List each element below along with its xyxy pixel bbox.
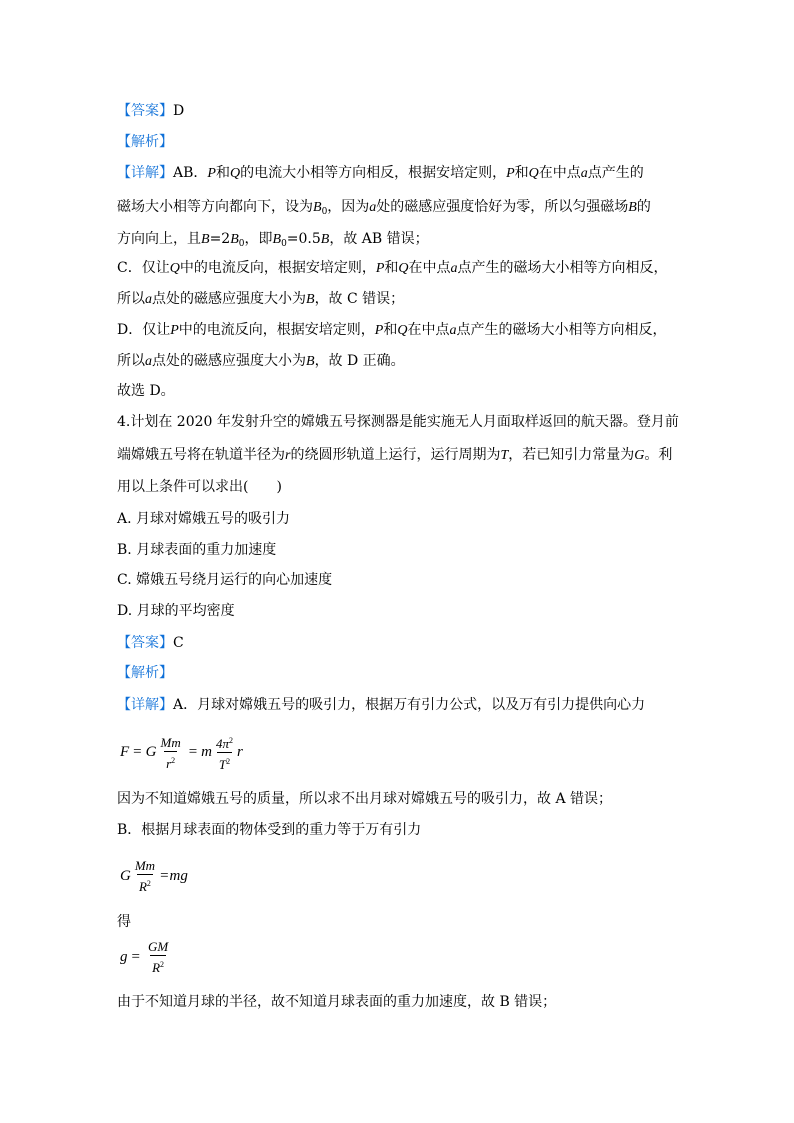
text: 的电流大小相等方向相反，根据安培定则， — [240, 165, 507, 181]
text: 在中点 — [538, 165, 581, 181]
exponent: 2 — [160, 960, 165, 969]
formula-symbol: 4π — [216, 736, 230, 751]
text: C．仅让 — [117, 260, 170, 276]
text: 在中点 — [407, 322, 450, 338]
q4-detail-a — [117, 695, 645, 715]
detail-line-3 — [117, 229, 429, 254]
text: 所以 — [117, 291, 145, 307]
text: ，若已知引力常量为 — [508, 447, 635, 463]
formula-symbol: F — [120, 744, 130, 760]
q4-stem-line-3 — [117, 477, 282, 497]
formula-symbol: mg — [169, 867, 188, 884]
fraction — [214, 733, 235, 772]
numerator: Mm — [160, 734, 181, 750]
text: ，故 C 错误； — [314, 291, 405, 307]
formula-surface-gravity — [120, 858, 188, 894]
q4-stem-line-2 — [117, 445, 672, 466]
analysis-tag: 【解析】 — [117, 665, 173, 681]
text: 和 — [383, 322, 398, 338]
exponent: 2 — [171, 755, 176, 765]
text: A. 月球对嫦娥五号的吸引力 — [117, 511, 291, 527]
text: 处的磁感应强度恰好为零，所以匀强磁场 — [376, 199, 629, 215]
numerator: Mm — [134, 858, 156, 873]
equals-sign: = — [133, 744, 142, 760]
var-t: T — [500, 448, 509, 463]
text: B. 月球表面的重力加速度 — [117, 542, 277, 558]
analysis-tag: 【解析】 — [117, 134, 173, 150]
var-p: P — [207, 166, 216, 181]
q4-detail-b — [117, 820, 421, 840]
var-a: a — [450, 261, 458, 276]
text: 点处的磁感应强度大小为 — [152, 291, 306, 307]
equals-sign: = — [131, 948, 140, 965]
text: 中的电流反向，根据安培定则， — [179, 260, 376, 276]
var-b: B — [201, 232, 210, 247]
formula-symbol: G — [145, 744, 157, 760]
text: 由于不知道月球的半径，故不知道月球表面的重力加速度，故 B 错误； — [117, 994, 557, 1010]
text: A．月球对嫦娥五号的吸引力，根据万有引力公式，以及万有引力提供向心力 — [173, 697, 646, 713]
var-a: a — [369, 200, 377, 215]
de-line — [117, 912, 131, 932]
var-q: Q — [528, 166, 539, 181]
subscript: 0 — [281, 239, 287, 249]
fraction — [158, 735, 182, 771]
formula-symbol: T — [218, 757, 227, 772]
text: 端嫦娥五号将在轨道半径为 — [117, 447, 285, 463]
formula-symbol: G — [120, 867, 131, 884]
var-q: Q — [398, 261, 409, 276]
q4-option-b — [117, 540, 276, 560]
answer-value: D — [173, 103, 185, 119]
var-q: Q — [169, 261, 180, 276]
fraction — [146, 939, 170, 975]
q4-detail-b-conclusion — [117, 992, 556, 1012]
var-b0: B — [313, 200, 322, 215]
text: AB． — [173, 165, 208, 181]
exponent: 2 — [229, 736, 234, 745]
var-b: B — [306, 354, 315, 369]
text: 的绕圆形轨道上运行，运行周期为 — [290, 447, 501, 463]
formula-symbol: r — [237, 744, 243, 760]
denominator — [217, 752, 232, 772]
text: =2 — [209, 231, 231, 247]
text: 用以上条件可以求出( ) — [117, 479, 282, 495]
text: D. 月球的平均密度 — [117, 603, 235, 619]
q4-option-a — [117, 509, 290, 529]
option-c-line-2 — [117, 289, 404, 310]
analysis-heading-q4 — [117, 663, 173, 683]
text: 和 — [384, 260, 399, 276]
text: 点处的磁感应强度大小为 — [152, 353, 306, 369]
var-g: G — [634, 448, 645, 463]
text: 的 — [636, 199, 651, 215]
text: =0.5 — [286, 231, 321, 247]
q4-stem-line-1 — [117, 412, 679, 432]
text: 磁场大小相等方向都向下，设为 — [117, 199, 313, 215]
q4-option-d — [117, 601, 235, 621]
text: 因为不知道嫦娥五号的质量，所以求不出月球对嫦娥五号的吸引力，故 A 错误； — [117, 791, 613, 807]
option-d-line-1 — [117, 320, 666, 341]
text: ，故 D 正确。 — [314, 353, 405, 369]
text: D．仅让 — [117, 322, 171, 338]
formula-symbol: m — [201, 744, 213, 760]
denominator — [164, 751, 177, 771]
answer-tag: 【答案】 — [117, 103, 173, 119]
detail-line-1 — [117, 163, 644, 184]
text: 所以 — [117, 353, 145, 369]
text: ，故 AB 错误； — [329, 231, 429, 247]
var-q: Q — [397, 323, 408, 338]
formula-symbol: r — [166, 755, 172, 771]
text: ，即 — [244, 231, 273, 247]
detail-tag: 【详解】 — [117, 165, 173, 181]
text: 方向向上，且 — [117, 231, 201, 247]
text: 点产生的磁场大小相等方向相反， — [456, 322, 667, 338]
answer-tag: 【答案】 — [117, 635, 173, 651]
answer-line-q4 — [117, 633, 184, 653]
fraction — [133, 858, 157, 894]
option-c-line-1 — [117, 258, 668, 279]
text: 中的电流反向，根据安培定则， — [178, 322, 375, 338]
numerator: GM — [147, 939, 169, 954]
text: 和 — [215, 165, 230, 181]
var-a: a — [145, 354, 152, 369]
detail-tag: 【详解】 — [117, 697, 173, 713]
text: C. 嫦娥五号绕月运行的向心加速度 — [117, 572, 333, 588]
var-b: B — [628, 200, 637, 215]
var-q: Q — [229, 166, 241, 181]
subscript: 0 — [321, 207, 328, 217]
formula-symbol: g — [120, 948, 128, 965]
answer-value: C — [173, 635, 184, 651]
var-b: B — [320, 232, 330, 247]
exponent: 2 — [226, 757, 231, 766]
conclusion-line — [117, 381, 175, 401]
equals-sign: = — [160, 867, 169, 884]
text: 得 — [117, 914, 131, 930]
numerator — [214, 733, 235, 752]
equals-sign: = — [188, 744, 198, 760]
var-r: r — [285, 448, 291, 463]
exponent: 2 — [146, 879, 151, 888]
text: 和 — [514, 165, 529, 181]
var-a: a — [145, 292, 152, 307]
text: 故选 D。 — [117, 383, 175, 399]
formula-gravitation — [120, 733, 243, 772]
subscript: 0 — [238, 239, 245, 249]
q4-option-c — [117, 570, 332, 590]
var-p: P — [506, 166, 515, 181]
text: 4.计划在 2020 年发射升空的嫦娥五号探测器是能实施无人月面取样返回的航天器。登月前 — [117, 414, 679, 430]
var-b0: B — [230, 232, 239, 247]
var-p: P — [374, 323, 384, 338]
detail-line-2 — [117, 197, 651, 222]
var-p: P — [375, 261, 385, 276]
q4-detail-a-conclusion — [117, 789, 612, 809]
denominator — [150, 955, 166, 975]
text: 点产生的磁场大小相等方向相反， — [457, 260, 668, 276]
analysis-heading-q3 — [117, 132, 173, 152]
answer-line-q3 — [117, 101, 184, 121]
text: 在中点 — [408, 260, 451, 276]
formula-g — [120, 939, 172, 975]
text: 。利 — [644, 447, 673, 463]
var-p: P — [170, 323, 179, 338]
var-b0: B — [272, 232, 282, 247]
text: B．根据月球表面的物体受到的重力等于万有引力 — [117, 822, 422, 838]
text: 点产生的 — [587, 165, 644, 181]
var-b: B — [306, 292, 315, 307]
formula-symbol: R — [138, 879, 147, 894]
formula-symbol: R — [152, 960, 161, 975]
text: ，因为 — [327, 199, 370, 215]
option-d-line-2 — [117, 351, 405, 372]
var-a: a — [580, 166, 588, 181]
denominator — [137, 874, 153, 894]
var-a: a — [449, 323, 457, 338]
